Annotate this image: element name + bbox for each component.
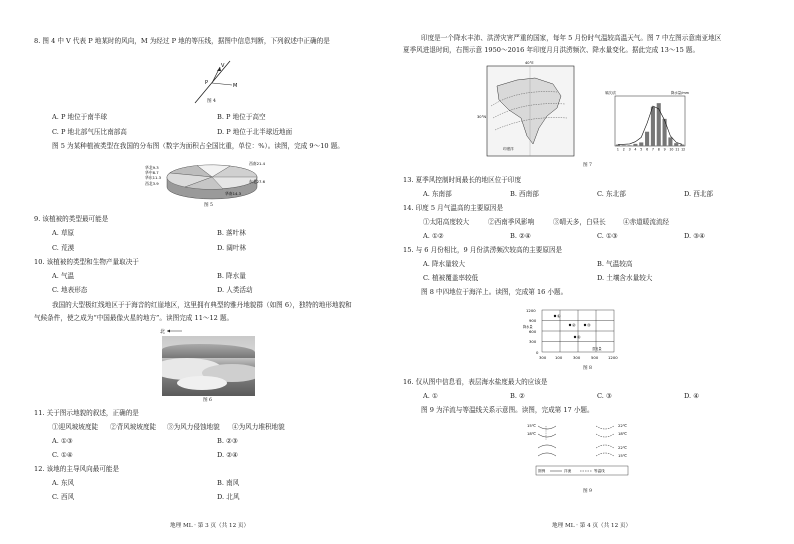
- map-label-ocean: 印度洋: [503, 147, 514, 151]
- q11-option-d[interactable]: D. ②④: [217, 451, 239, 459]
- q16-option-b[interactable]: B. ②: [510, 392, 525, 400]
- figure-5-caption: 图 5: [204, 203, 213, 208]
- q13-option-d[interactable]: D. 西北部: [684, 190, 714, 198]
- q11-item-1: ①迎风坡坡度陡: [52, 423, 99, 431]
- chart-bar-month-7: [651, 107, 655, 146]
- q9-stem: 9. 该植被的类型最可能是: [34, 215, 109, 223]
- q9-option-b[interactable]: B. 落叶林: [217, 229, 246, 237]
- q13-option-c[interactable]: C. 东北部: [597, 190, 626, 198]
- pie-label-east: 华东11.3: [145, 175, 162, 180]
- q8-stem: 8. 图 4 中 V 代表 P 地某时的风向，M 为经过 P 地的等压线，据图中信息判断，下列叙述中正确的是: [34, 37, 330, 45]
- q16-stem: 16. 仅从图中信息看，表层海水盐度最大的应该是: [403, 378, 548, 386]
- fig8-x-4: 500: [591, 355, 599, 360]
- fig8-point-3-label: ③: [587, 322, 591, 328]
- q14-item-4: ④赤道暖流流经: [623, 218, 670, 226]
- map-label-30n: 30°N: [477, 115, 487, 119]
- fig9-legend-title: 图例: [538, 469, 546, 473]
- q9-option-a[interactable]: A. 草原: [52, 229, 75, 237]
- chart-x-tick-2: 2: [622, 147, 625, 152]
- fig8-point-4: [574, 336, 576, 338]
- fig8-ylabel: 降水量: [523, 325, 533, 329]
- fig8-point-2-label: ②: [572, 322, 576, 328]
- figure-8-caption: 图 8: [583, 366, 592, 371]
- label-m: M: [233, 83, 238, 89]
- chart-bar-month-10: [668, 137, 672, 146]
- q15-stem: 15. 与 6 月份相比，9 月份洪涝频次较高的主要原因是: [403, 246, 563, 254]
- chart-right-axis-title: 降水量/mm: [671, 91, 689, 95]
- fig8-x-3: 300: [573, 355, 581, 360]
- q12-option-c[interactable]: C. 西风: [52, 493, 75, 501]
- q10-stem: 10. 该植被的类型和生物产量取决于: [34, 258, 139, 266]
- fig9-legend-isotherm: 等温线: [594, 469, 605, 473]
- q12-option-b[interactable]: B. 南风: [217, 479, 240, 487]
- fig8-y-1200: 1200: [526, 308, 536, 313]
- pie-label-northeast: 东北27.6: [249, 179, 266, 184]
- chart-bar-month-4: [633, 144, 637, 146]
- fig8-xlabel: 蒸发量: [592, 347, 602, 351]
- q15-option-d[interactable]: D. 土壤含水量较大: [597, 274, 653, 282]
- fig8-x-5: 1200: [608, 355, 618, 360]
- fig9-panel-3: [538, 445, 556, 456]
- q14-option-a[interactable]: A. ①②: [423, 232, 444, 240]
- q9-option-c[interactable]: C. 荒漠: [52, 244, 75, 252]
- intro-11-12-line1: 我国的大型极红线地区于于海音的红崖地区，这里拥有典型的雅丹地貌群（如图 6），独特的地形地貌和: [52, 301, 352, 309]
- intro-13-15-line2: 夏季风进退时间，右图示意 1950～2016 年印度月月洪涝频次、降水量变化。据此完成 13～15 题。: [403, 46, 700, 54]
- fig9-legend-box: [536, 466, 628, 475]
- chart-x-tick-1: 1: [616, 147, 619, 152]
- q15-option-b[interactable]: B. 气温较高: [597, 260, 633, 268]
- chart-bar-month-5: [639, 142, 643, 146]
- chart-precip-line: [618, 106, 682, 145]
- chart-frame: [615, 96, 685, 146]
- q14-option-d[interactable]: D. ③④: [684, 232, 706, 240]
- chart-x-tick-7: 7: [651, 147, 654, 152]
- q13-option-b[interactable]: B. 西南部: [510, 190, 539, 198]
- chart-x-tick-8: 8: [657, 147, 660, 152]
- q10-option-c[interactable]: C. 地表形态: [52, 286, 88, 294]
- q15-option-a[interactable]: A. 降水量较大: [423, 260, 465, 268]
- q11-option-b[interactable]: B. ②③: [217, 437, 238, 445]
- figure-7-map: [477, 61, 574, 156]
- fig9-panel-1: [527, 423, 556, 440]
- q13-stem: 13. 夏季风控制时间最长的地区位于印度: [403, 176, 522, 184]
- q14-option-b[interactable]: B. ②④: [510, 232, 531, 240]
- fig8-point-3: [584, 324, 586, 326]
- fig8-y-900: 900: [529, 318, 537, 323]
- q16-option-d[interactable]: D. ④: [684, 392, 700, 400]
- intro-9-10: 图 5 为某种植被类型在我国的分布图（数字为面积占全国比重，单位：%）。读图，完成 9～10 题。: [52, 142, 344, 150]
- q11-item-3: ③为风力侵蚀地貌: [167, 423, 220, 431]
- q8-option-a[interactable]: A. P 地位于南半球: [52, 113, 108, 121]
- right-page-footer: 地理 ML · 第 4 页（共 12 页）: [552, 523, 632, 529]
- fig9-label-22a: 22℃: [618, 423, 628, 428]
- q15-option-c[interactable]: C. 植被覆盖率较低: [423, 274, 479, 282]
- figure-6-north-arrow: [160, 326, 184, 336]
- map-label-40e: 40°E: [525, 61, 534, 65]
- q14-item-2: ②西南季风影响: [488, 218, 535, 226]
- fig9-panel-4: [596, 445, 627, 458]
- q16-option-c[interactable]: C. ③: [597, 392, 612, 400]
- figure-6-photo: [162, 336, 255, 396]
- fig8-point-1: [554, 315, 556, 317]
- chart-bar-month-6: [645, 132, 649, 146]
- fig8-y-0: 0: [536, 350, 539, 355]
- q10-option-d[interactable]: D. 人类活动: [217, 286, 253, 294]
- pie-label-southwest: 西南21.4: [249, 161, 266, 166]
- intro-13-15-line1: 印度是一个降水丰沛、洪涝灾害严重的国家，每年 5 月份时气温较高温天气。图 7 中左图示意南亚地区: [421, 34, 722, 42]
- q11-stem: 11. 关于图示地貌的叙述，正确的是: [34, 409, 139, 417]
- q12-option-a[interactable]: A. 东风: [52, 479, 75, 487]
- chart-x-tick-10: 10: [669, 147, 674, 152]
- figure-6-caption: 图 6: [203, 398, 212, 403]
- chart-bar-month-9: [663, 119, 667, 146]
- q14-option-c[interactable]: C. ①③: [597, 232, 618, 240]
- fig9-label-15b: 15℃: [618, 453, 628, 458]
- q8-option-c[interactable]: C. P 地北部气压比南部高: [52, 128, 127, 136]
- pie-label-south: 华南14.3: [225, 191, 242, 196]
- intro-16: 图 8 中四地位于海洋上。读图，完成第 16 小题。: [421, 288, 568, 296]
- fig8-point-4-label: ④: [577, 334, 581, 340]
- q10-option-b[interactable]: B. 降水量: [217, 272, 246, 280]
- q11-option-c[interactable]: C. ①④: [52, 451, 73, 459]
- chart-x-tick-5: 5: [640, 147, 643, 152]
- fig9-label-18a: 18℃: [527, 431, 537, 436]
- figure-5: [145, 157, 285, 207]
- chart-bar-month-11: [674, 143, 678, 146]
- q10-option-a[interactable]: A. 气温: [52, 272, 75, 280]
- q12-stem: 12. 该地的主导风向最可能是: [34, 465, 120, 473]
- fig8-y-600: 600: [529, 329, 537, 334]
- intro-17: 图 9 为洋流与等温线关系示意图。读图，完成第 17 小题。: [421, 406, 594, 414]
- chart-x-tick-9: 9: [663, 147, 666, 152]
- fig9-label-18b: 18℃: [618, 431, 628, 436]
- fig9-panel-2: [596, 423, 627, 437]
- fig8-x-2: 100: [555, 355, 563, 360]
- q8-option-d[interactable]: D. P 地位于北半球近地面: [217, 128, 293, 136]
- chart-left-axis-title: 频次/次: [605, 91, 617, 95]
- q11-item-4: ④为风力堆积地貌: [232, 423, 285, 431]
- figure-4-caption: 图 4: [207, 99, 216, 104]
- q11-item-2: ②背风坡坡度陡: [110, 423, 157, 431]
- fig8-x-1: 300: [539, 355, 547, 360]
- fig8-point-2: [569, 324, 571, 326]
- figure-8: [522, 306, 622, 366]
- chart-x-tick-3: 3: [628, 147, 631, 152]
- q16-option-a[interactable]: A. ①: [423, 392, 438, 400]
- figure-7-caption: 图 7: [583, 163, 592, 168]
- label-v: V: [221, 63, 225, 69]
- intro-11-12-line2: 气候条件，使之成为“中国最像火星的地方”。读图完成 11～12 题。: [34, 314, 234, 322]
- q8-option-b[interactable]: B. P 地位于高空: [217, 113, 266, 121]
- figure-4: [190, 55, 250, 105]
- figure-9-caption: 图 9: [583, 489, 592, 494]
- pie-label-north: 华北9.3: [145, 165, 159, 170]
- m-line: [212, 83, 232, 85]
- north-label: 北: [160, 329, 166, 335]
- chart-x-ticks: [617, 148, 685, 152]
- north-arrowhead: [167, 330, 170, 333]
- chart-bar-month-2: [622, 145, 626, 146]
- chart-x-tick-11: 11: [675, 147, 680, 152]
- q12-option-d[interactable]: D. 北风: [217, 493, 240, 501]
- q14-stem: 14. 印度 5 月气温高的主要原因是: [403, 204, 504, 212]
- q14-item-1: ①太阳高度较大: [423, 218, 470, 226]
- fig8-y-300: 300: [529, 339, 537, 344]
- fig9-label-22b: 22℃: [618, 445, 628, 450]
- pie-label-central: 华中8.7: [145, 170, 159, 175]
- fig9-legend-current: 洋流: [564, 469, 572, 473]
- chart-x-tick-6: 6: [646, 147, 649, 152]
- chart-x-tick-12: 12: [681, 147, 686, 152]
- fig8-grid: [542, 310, 614, 352]
- left-page-footer: 地理 ML · 第 3 页（共 12 页）: [170, 523, 250, 529]
- q13-option-a[interactable]: A. 东南部: [423, 190, 452, 198]
- q9-option-d[interactable]: D. 阔叶林: [217, 244, 247, 252]
- fig9-label-15a: 15℃: [527, 423, 537, 428]
- fig8-point-1-label: ①: [557, 313, 561, 319]
- chart-x-tick-4: 4: [634, 147, 637, 152]
- q11-option-a[interactable]: A. ①③: [52, 437, 73, 445]
- q14-item-3: ③晴天多，白昼长: [553, 218, 606, 226]
- label-p: P: [205, 80, 209, 86]
- pie-label-northwest: 西北3.9: [145, 181, 159, 186]
- figure-9: [527, 420, 652, 486]
- figure-7-chart: [605, 92, 695, 156]
- chart-bar-month-12: [680, 145, 684, 146]
- right-page: [397, 0, 794, 544]
- chart-bar-month-3: [628, 145, 632, 146]
